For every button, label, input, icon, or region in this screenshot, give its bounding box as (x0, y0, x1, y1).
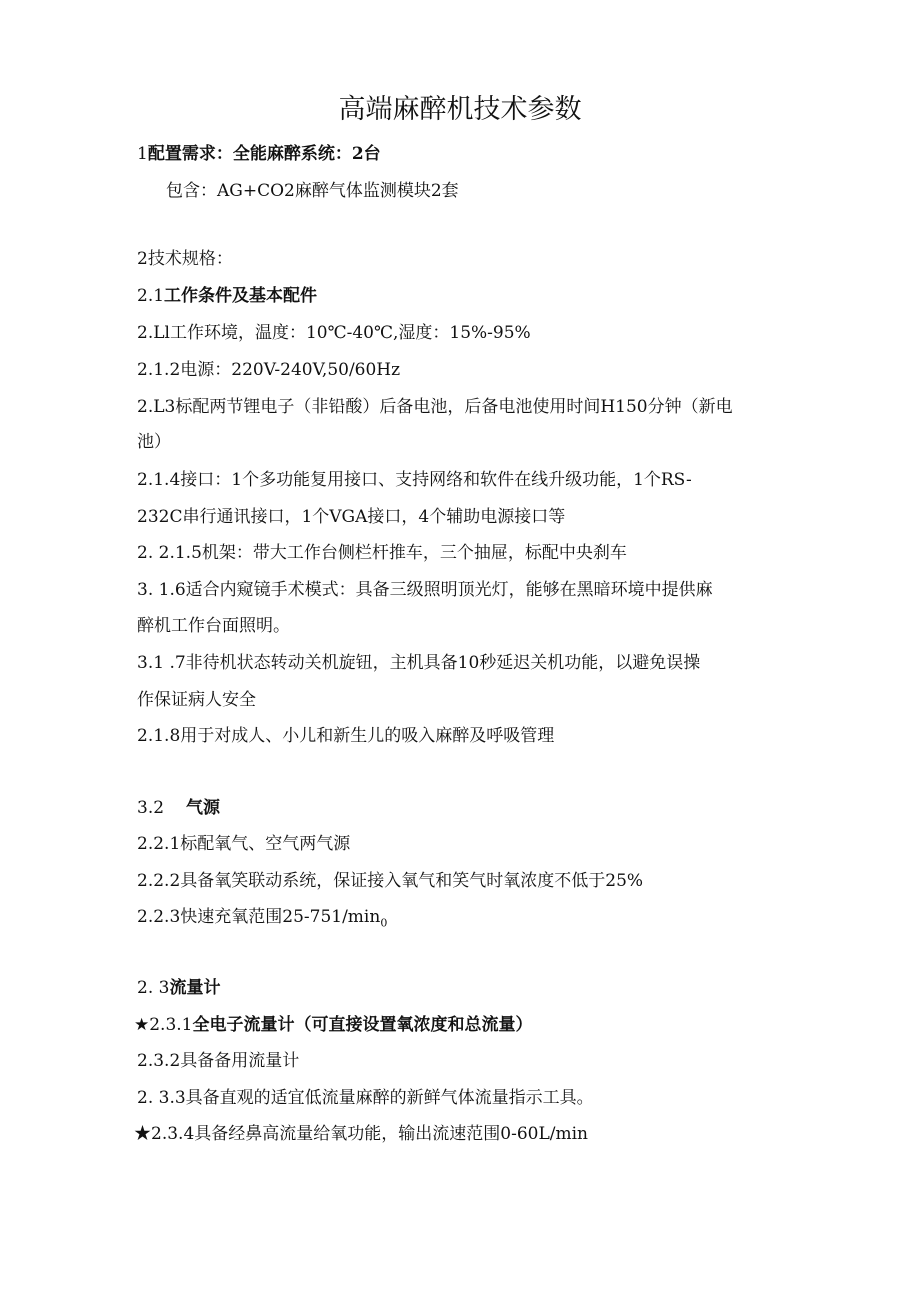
spec-2-2-3 (137, 905, 387, 935)
spec-2-3-4: ★2.3.4具备经鼻高流量给氧功能，输出流速范围0-60L/min (134, 1124, 588, 1144)
spec-2-3-1 (134, 1013, 533, 1037)
spec-2-1-7: 3.1 .7非待机状态转动关机旋钮，主机具备10秒延迟关机功能，以避免误操 (137, 653, 701, 673)
section-2-1-title: 工作条件及基本配件 (164, 286, 318, 306)
spec-2-2-3-subscript: 0 (380, 916, 388, 930)
section-gas-title: 气源 (186, 798, 221, 818)
section-gas-number: 3.2 (137, 798, 165, 818)
section-gas-heading (137, 796, 220, 820)
document-title: 高端麻醉机技术参数 (338, 94, 582, 125)
spec-2-3-1-number: ★2.3.1 (134, 1015, 193, 1035)
config-heading: 配置需求：全能麻醉系统：2台 (147, 144, 381, 164)
spec-2-1-5: 2. 2.1.5机架：带大工作台侧栏杆推车，三个抽屉，标配中央刹车 (137, 543, 627, 563)
section-flowmeter-heading (137, 976, 220, 1000)
spec-2-2-2: 2.2.2具备氧笑联动系统，保证接入氧气和笑气时氧浓度不低于25% (137, 871, 644, 891)
config-include: 包含：AG+CO2麻醉气体监测模块2套 (166, 181, 459, 201)
spec-2-1-6-cont: 醉机工作台面照明。 (137, 616, 290, 636)
spec-2-3-2: 2.3.2具备备用流量计 (137, 1051, 300, 1071)
config-number: 1 (137, 144, 148, 164)
section-2-1-number: 2.1 (137, 286, 165, 306)
section-2-1-heading (137, 284, 317, 308)
spec-2-1-8: 2.1.8用于对成人、小儿和新生儿的吸入麻醉及呼吸管理 (137, 726, 555, 746)
spec-2-1-4: 2.1.4接口：1个多功能复用接口、支持网络和软件在线升级功能，1个RS- (137, 470, 692, 490)
spec-2-1-2: 2.1.2电源：220V-240V,50/60Hz (137, 360, 401, 380)
spec-2-3-3: 2. 3.3具备直观的适宜低流量麻醉的新鲜气体流量指示工具。 (137, 1088, 594, 1108)
spec-2-1-7-cont: 作保证病人安全 (137, 690, 256, 710)
spec-2-2-3-text: 2.2.3快速充氧范围25-751/min (137, 907, 381, 927)
spec-2-3-1-text: 全电子流量计（可直接设置氧浓度和总流量） (192, 1015, 533, 1035)
spec-2-1-3: 2.L3标配两节锂电子（非铅酸）后备电池，后备电池使用时间H150分钟（新电 (137, 397, 733, 417)
spec-2-2-1: 2.2.1标配氧气、空气两气源 (137, 834, 351, 854)
spec-2-1-3-cont: 池） (137, 432, 171, 452)
spec-2-1-6: 3. 1.6适合内窥镜手术模式：具备三级照明顶光灯，能够在黑暗环境中提供麻 (137, 580, 713, 600)
section-2-heading: 2技术规格： (137, 249, 233, 269)
spec-2-1-4-cont: 232C串行通讯接口，1个VGA接口，4个辅助电源接口等 (137, 507, 566, 527)
spec-2-1-1: 2.Ll工作环境，温度：10℃-40℃,湿度：15%-95% (137, 323, 531, 343)
config-line (137, 142, 381, 166)
section-flowmeter-title: 流量计 (169, 978, 221, 998)
section-flowmeter-number: 2. 3 (137, 978, 170, 998)
